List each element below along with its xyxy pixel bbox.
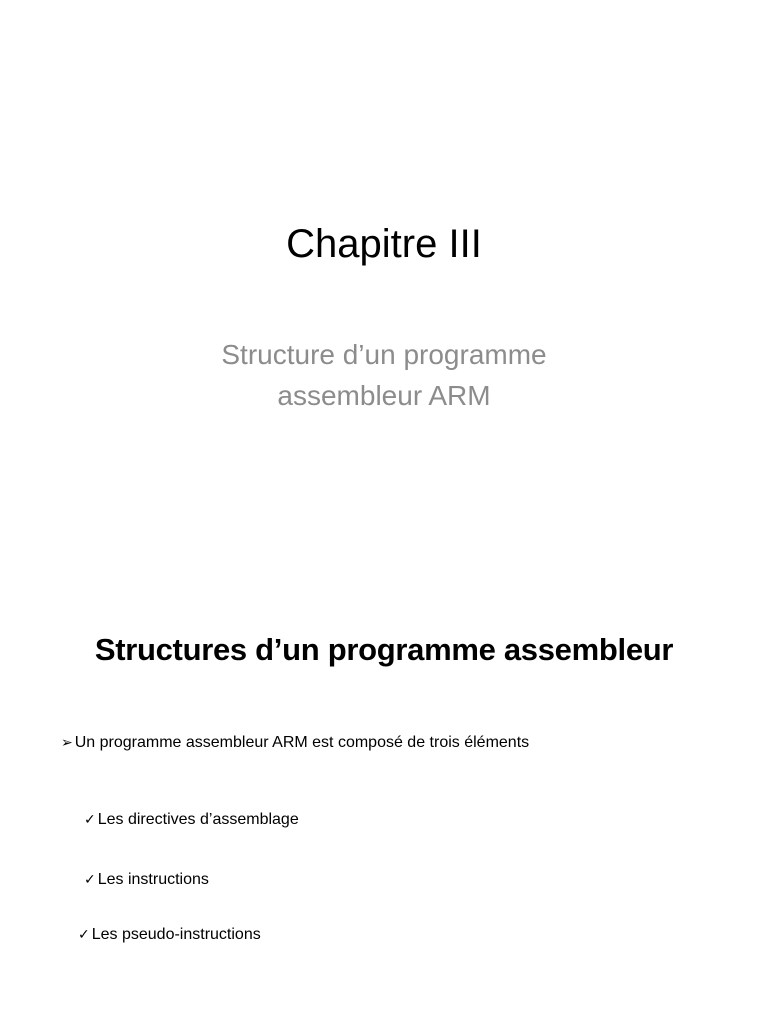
sub-bullet xyxy=(78,924,261,945)
checkmark-icon: ✓ xyxy=(84,871,96,887)
sub-bullet-text: Les instructions xyxy=(97,871,209,888)
main-bullet xyxy=(61,732,529,753)
sub-bullet xyxy=(84,869,209,890)
slide-heading: Structures d’un programme assembleur xyxy=(94,632,674,667)
slide-subtitle xyxy=(0,334,768,416)
content-slide xyxy=(0,512,768,1024)
slide-title: Chapitre III xyxy=(286,222,482,266)
sub-bullet-text: Les pseudo-instructions xyxy=(91,926,261,943)
arrow-bullet-icon: ➢ xyxy=(61,734,73,750)
subtitle-line: assembleur ARM xyxy=(277,380,491,411)
checkmark-icon: ✓ xyxy=(78,926,90,942)
subtitle-line: Structure d’un programme xyxy=(221,339,547,370)
checkmark-icon: ✓ xyxy=(84,811,96,827)
sub-bullet xyxy=(84,809,299,830)
main-bullet-text: Un programme assembleur ARM est composé de trois éléments xyxy=(74,734,530,751)
sub-bullet-text: Les directives d’assemblage xyxy=(97,811,299,828)
